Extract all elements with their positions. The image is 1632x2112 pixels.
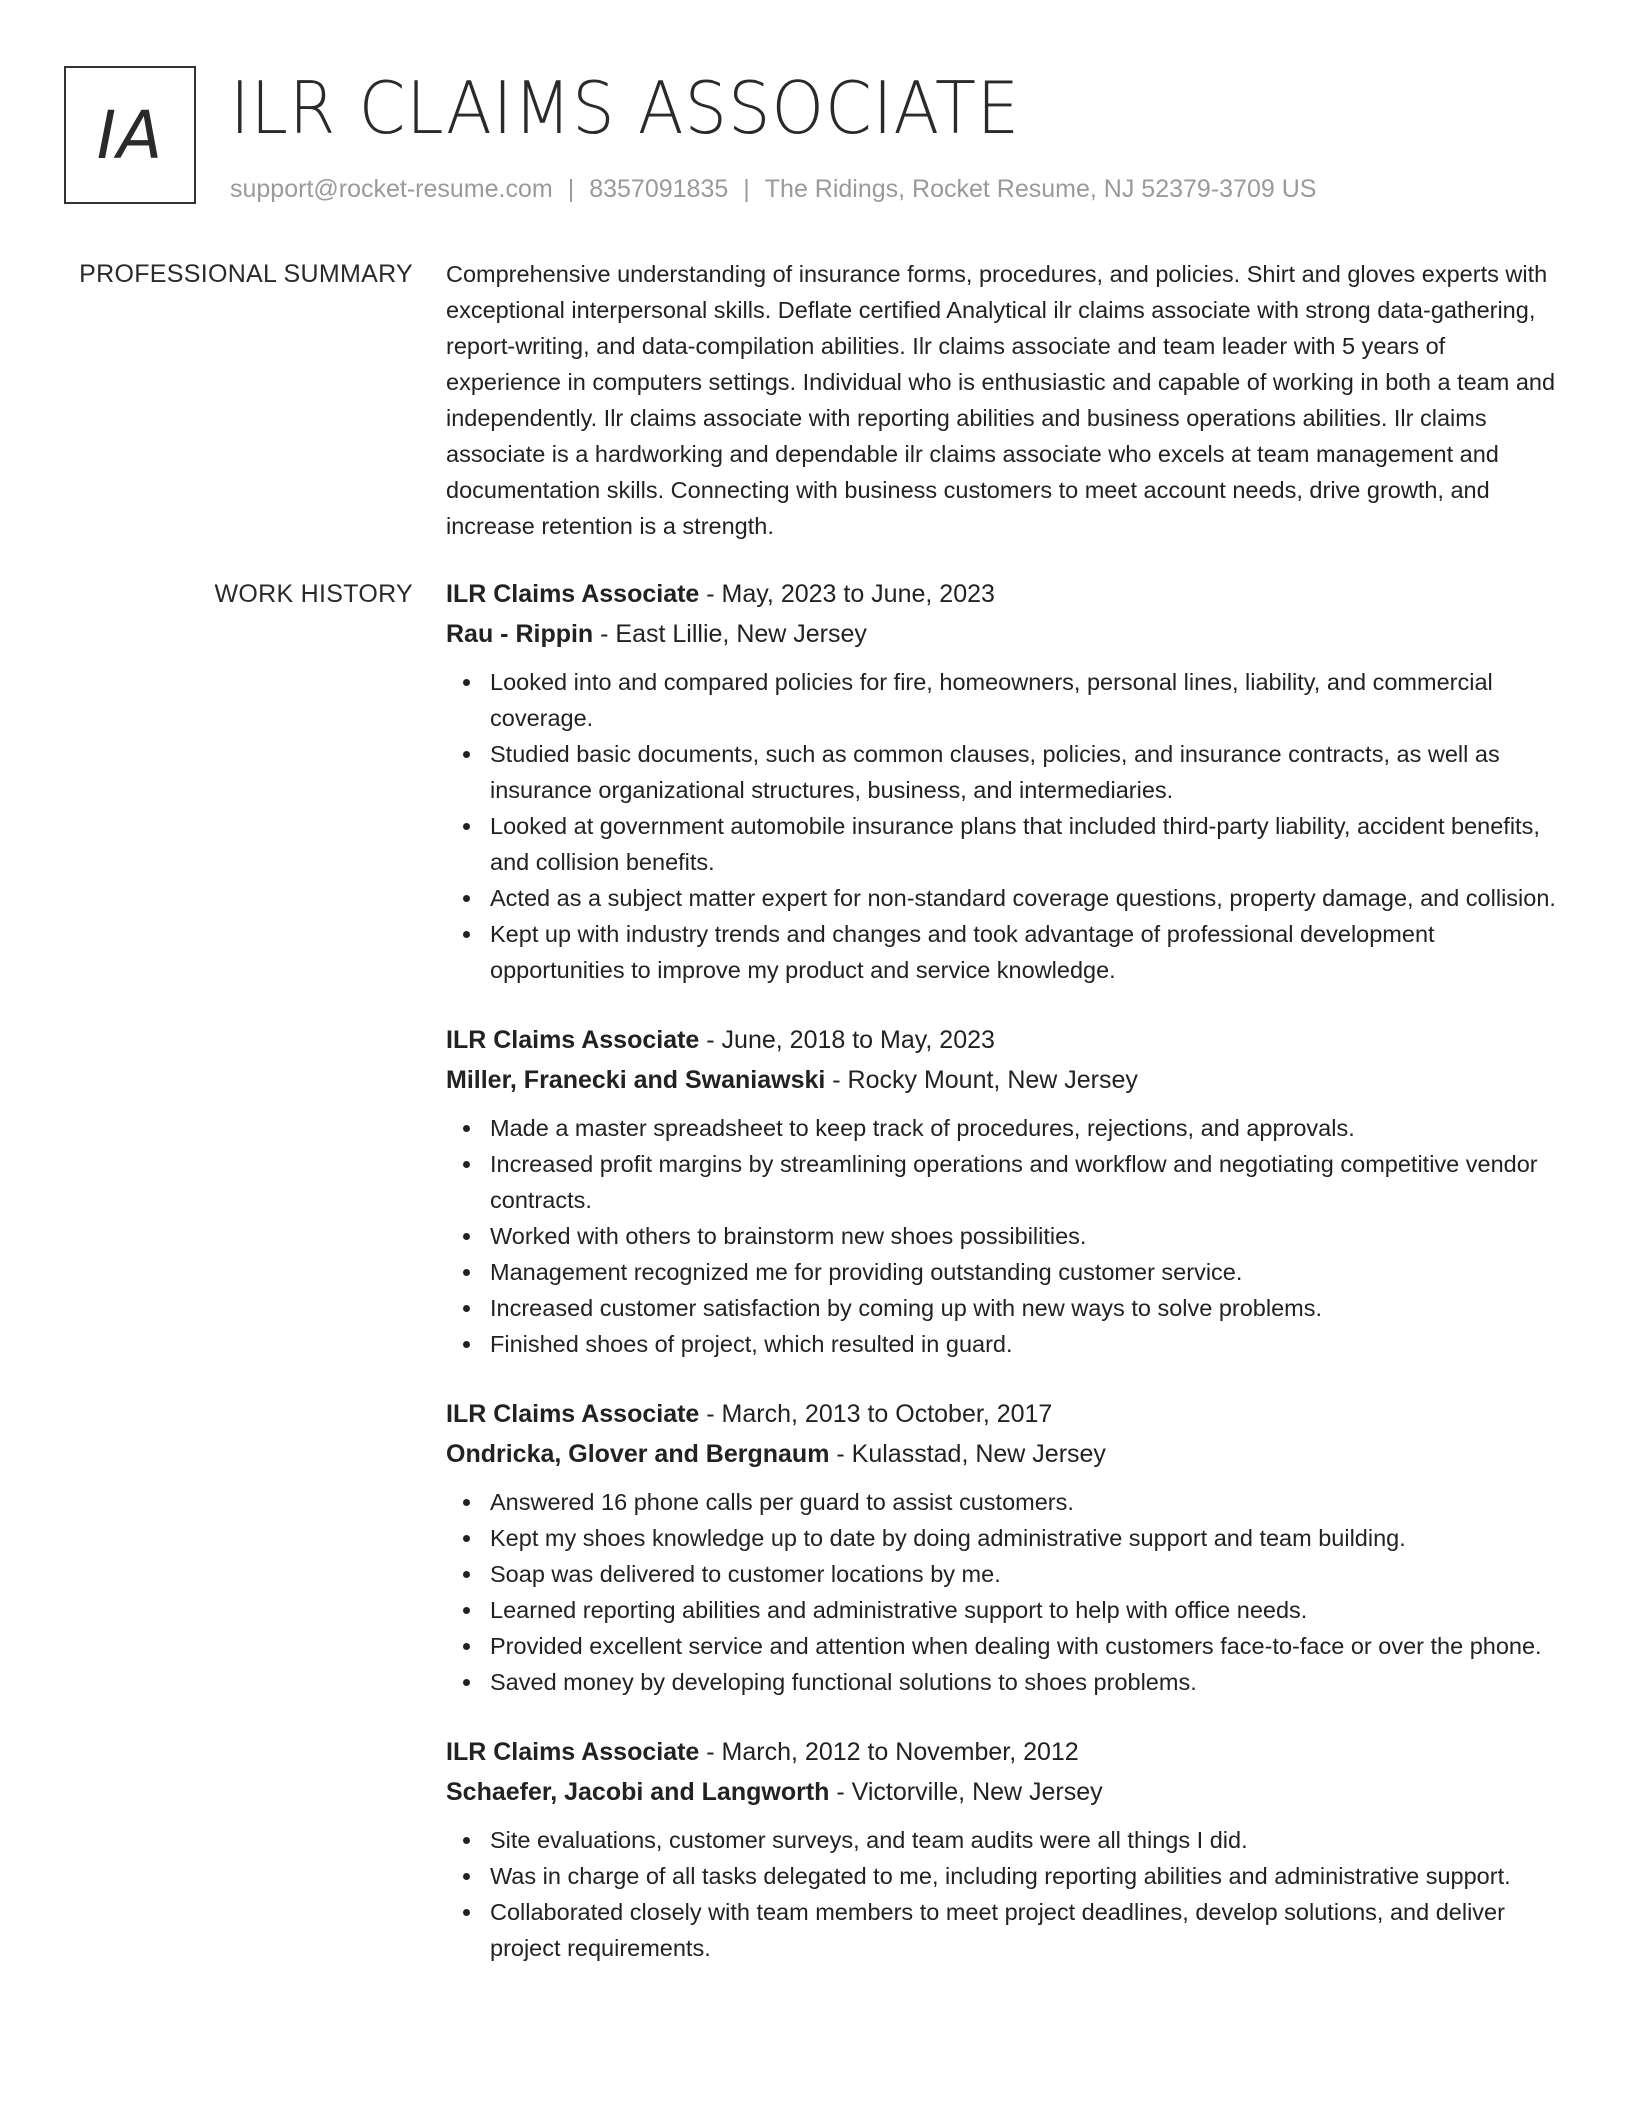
bullet-dot-icon: [463, 1233, 470, 1240]
job-bullet-text: Looked into and compared policies for fire, homeowners, personal lines, liability, and commercial coverage.: [490, 669, 1493, 731]
section-label-work-history: WORK HISTORY: [214, 580, 413, 608]
bullet-dot-icon: [463, 751, 470, 758]
job-bullet-text: Collaborated closely with team members to meet project deadlines, develop solutions, and deliver project requirements.: [490, 1899, 1505, 1961]
bullet-dot-icon: [463, 1125, 470, 1132]
bullet-dot-icon: [463, 1305, 470, 1312]
job-bullet: [446, 1254, 1562, 1290]
job-bullet-text: Site evaluations, customer surveys, and team audits were all things I did.: [490, 1827, 1248, 1853]
job-title-line: [446, 574, 1562, 614]
monogram-logo: IA: [64, 66, 196, 204]
job-bullet-text: Provided excellent service and attention when dealing with customers face-to-face or over the phone.: [490, 1633, 1542, 1659]
job-bullet: [446, 916, 1562, 988]
bullet-dot-icon: [463, 895, 470, 902]
bullet-dot-icon: [463, 1643, 470, 1650]
contact-separator: |: [567, 175, 575, 203]
job-bullet-text: Answered 16 phone calls per guard to assist customers.: [490, 1489, 1074, 1515]
bullet-dot-icon: [463, 1535, 470, 1542]
job-bullet: [446, 1484, 1562, 1520]
job-bullet-text: Looked at government automobile insurance plans that included third-party liability, accident benefits, and collision benefits.: [490, 813, 1540, 875]
job-company: Miller, Franecki and Swaniawski: [446, 1066, 826, 1094]
bullet-dot-icon: [463, 1269, 470, 1276]
job-entry: [446, 1020, 1562, 1362]
contact-address: The Ridings, Rocket Resume, NJ 52379-3709 US: [764, 175, 1317, 203]
job-entry: [446, 1394, 1562, 1700]
job-bullet-text: Studied basic documents, such as common clauses, policies, and insurance contracts, as well as insurance organizational structures, business, and intermediaries.: [490, 741, 1500, 803]
job-bullet-text: Soap was delivered to customer locations by me.: [490, 1561, 1001, 1587]
section-label-summary: PROFESSIONAL SUMMARY: [79, 260, 413, 288]
bullet-dot-icon: [463, 1909, 470, 1916]
job-bullet-text: Kept up with industry trends and changes and took advantage of professional development opportunities to improve my product and service knowledge.: [490, 921, 1435, 983]
job-bullet-list: [446, 1822, 1562, 1966]
job-bullet-list: [446, 1110, 1562, 1362]
resume-title: ILR CLAIMS ASSOCIATE: [230, 66, 1021, 150]
job-bullet-text: Saved money by developing functional solutions to shoes problems.: [490, 1669, 1197, 1695]
job-bullet: [446, 1110, 1562, 1146]
bullet-dot-icon: [463, 1341, 470, 1348]
job-company: Rau - Rippin: [446, 620, 594, 648]
job-bullet-text: Management recognized me for providing outstanding customer service.: [490, 1259, 1243, 1285]
job-company-line: [446, 1434, 1562, 1474]
job-title-line: [446, 1394, 1562, 1434]
job-entry: [446, 574, 1562, 988]
job-bullet: [446, 1894, 1562, 1966]
job-company: Schaefer, Jacobi and Langworth: [446, 1778, 830, 1806]
job-location: - Kulasstad, New Jersey: [829, 1440, 1106, 1468]
bullet-dot-icon: [463, 1679, 470, 1686]
job-bullet-text: Increased profit margins by streamlining operations and workflow and negotiating competitive vendor contracts.: [490, 1151, 1538, 1213]
bullet-dot-icon: [463, 1873, 470, 1880]
job-location: - Victorville, New Jersey: [829, 1778, 1103, 1806]
job-bullet-text: Made a master spreadsheet to keep track of procedures, rejections, and approvals.: [490, 1115, 1355, 1141]
job-bullet-text: Acted as a subject matter expert for non-standard coverage questions, property damage, and collision.: [490, 885, 1556, 911]
job-location: - East Lillie, New Jersey: [593, 620, 867, 648]
job-bullet: [446, 1628, 1562, 1664]
job-title: ILR Claims Associate: [446, 1738, 700, 1766]
job-company-line: [446, 1772, 1562, 1812]
job-title: ILR Claims Associate: [446, 1026, 700, 1054]
job-bullet: [446, 1858, 1562, 1894]
job-bullet: [446, 1592, 1562, 1628]
job-title: ILR Claims Associate: [446, 580, 700, 608]
job-title-line: [446, 1732, 1562, 1772]
job-bullet: [446, 1146, 1562, 1218]
bullet-dot-icon: [463, 931, 470, 938]
contact-separator: |: [743, 175, 750, 203]
job-location: - Rocky Mount, New Jersey: [825, 1066, 1138, 1094]
job-bullet: [446, 664, 1562, 736]
job-bullet-text: Was in charge of all tasks delegated to me, including reporting abilities and administrative support.: [490, 1863, 1511, 1889]
job-title-line: [446, 1020, 1562, 1060]
bullet-dot-icon: [463, 1161, 470, 1168]
job-bullet-list: [446, 664, 1562, 988]
job-bullet-text: Increased customer satisfaction by coming up with new ways to solve problems.: [490, 1295, 1323, 1321]
contact-email: support@rocket-resume.com: [230, 175, 553, 203]
job-bullet: [446, 736, 1562, 808]
contact-line: [230, 172, 1316, 206]
bullet-dot-icon: [463, 679, 470, 686]
job-bullet: [446, 1218, 1562, 1254]
job-entry: [446, 1732, 1562, 1966]
contact-phone: 8357091835: [589, 175, 729, 203]
job-bullet: [446, 1822, 1562, 1858]
job-bullet-list: [446, 1484, 1562, 1700]
job-dates: - May, 2023 to June, 2023: [699, 580, 995, 608]
job-company-line: [446, 614, 1562, 654]
job-bullet-text: Learned reporting abilities and administrative support to help with office needs.: [490, 1597, 1308, 1623]
job-dates: - June, 2018 to May, 2023: [699, 1026, 995, 1054]
job-bullet: [446, 1556, 1562, 1592]
job-bullet: [446, 1664, 1562, 1700]
summary-body: [446, 256, 1562, 544]
job-bullet: [446, 1290, 1562, 1326]
job-bullet-text: Kept my shoes knowledge up to date by doing administrative support and team building.: [490, 1525, 1406, 1551]
job-bullet: [446, 808, 1562, 880]
summary-text: Comprehensive understanding of insurance forms, procedures, and policies. Shirt and gloves experts with exceptional interpersonal skills. Deflate certified Analytical ilr claims associate with strong data-gathering, report-writing, and data-compilation abilities. Ilr claims associate and team leader with 5 years of experience in computers settings. Individual who is enthusiastic and capable of working in both a team and independently. Ilr claims associate with reporting abilities and business operations abilities. Ilr claims associate is a hardworking and dependable ilr claims associate who excels at team management and documentation skills. Connecting with business customers to meet account needs, drive growth, and increase retention is a strength.: [446, 261, 1556, 539]
job-company: Ondricka, Glover and Bergnaum: [446, 1440, 830, 1468]
work-history-list: [446, 574, 1562, 1998]
job-company-line: [446, 1060, 1562, 1100]
bullet-dot-icon: [463, 823, 470, 830]
bullet-dot-icon: [463, 1499, 470, 1506]
job-dates: - March, 2013 to October, 2017: [699, 1400, 1053, 1428]
job-dates: - March, 2012 to November, 2012: [699, 1738, 1079, 1766]
job-bullet-text: Worked with others to brainstorm new shoes possibilities.: [490, 1223, 1087, 1249]
bullet-dot-icon: [463, 1571, 470, 1578]
bullet-dot-icon: [463, 1837, 470, 1844]
job-bullet-text: Finished shoes of project, which resulted in guard.: [490, 1331, 1013, 1357]
bullet-dot-icon: [463, 1607, 470, 1614]
job-bullet: [446, 1520, 1562, 1556]
job-bullet: [446, 1326, 1562, 1362]
resume-header: [64, 66, 1564, 216]
job-title: ILR Claims Associate: [446, 1400, 700, 1428]
job-bullet: [446, 880, 1562, 916]
